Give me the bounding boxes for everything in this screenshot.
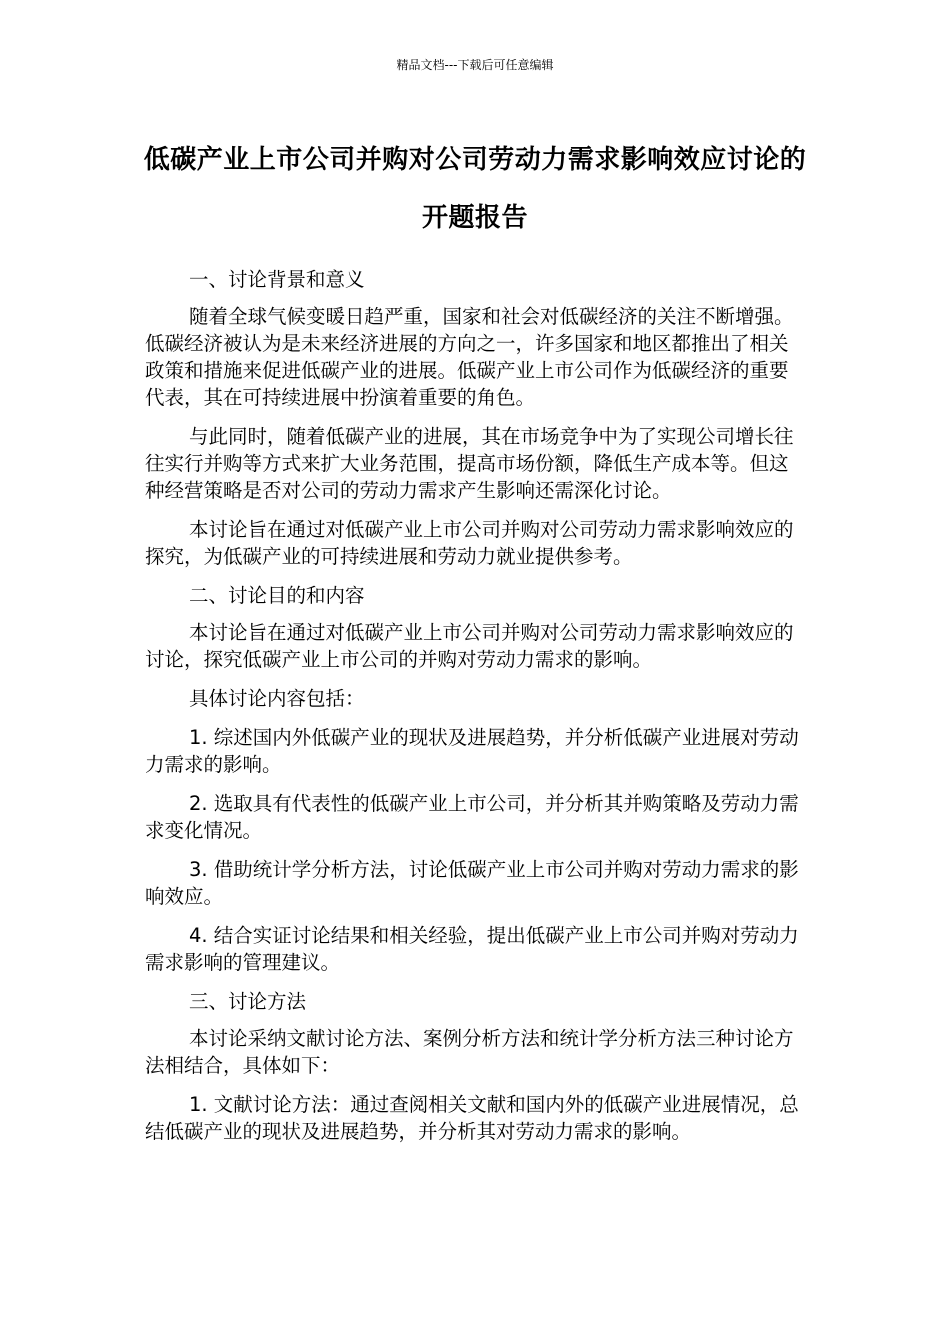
section-heading: 二、讨论目的和内容 (189, 584, 365, 607)
paragraph: 本讨论旨在通过对低碳产业上市公司并购对公司劳动力需求影响效应的讨论，探究低碳产业上市公司的并购对劳动力需求的影响。 (145, 621, 794, 671)
paragraph: 具体讨论内容包括： (189, 687, 365, 710)
paragraph: 与此同时，随着低碳产业的进展，其在市场竞争中为了实现公司增长往往实行并购等方式来扩大业务范围，提高市场份额，降低生产成本等。但这种经营策略是否对公司的劳动力需求产生影响还需深化讨论。 (145, 425, 794, 502)
section-heading: 一、讨论背景和意义 (189, 268, 365, 291)
list-item: 2. 选取具有代表性的低碳产业上市公司，并分析其并购策略及劳动力需求变化情况。 (145, 792, 799, 842)
list-item: 4. 结合实证讨论结果和相关经验，提出低碳产业上市公司并购对劳动力需求影响的管理建议。 (145, 924, 799, 974)
list-item: 1. 综述国内外低碳产业的现状及进展趋势，并分析低碳产业进展对劳动力需求的影响。 (145, 726, 799, 776)
paragraph: 本讨论旨在通过对低碳产业上市公司并购对公司劳动力需求影响效应的探究，为低碳产业的可持续进展和劳动力就业提供参考。 (145, 518, 794, 568)
section-heading: 三、讨论方法 (189, 990, 307, 1013)
list-item: 3. 借助统计学分析方法，讨论低碳产业上市公司并购对劳动力需求的影响效应。 (145, 858, 799, 908)
list-item: 1. 文献讨论方法：通过查阅相关文献和国内外的低碳产业进展情况，总结低碳产业的现状及进展趋势，并分析其对劳动力需求的影响。 (145, 1093, 799, 1143)
document-title: 低碳产业上市公司并购对公司劳动力需求影响效应讨论的开题报告 (143, 145, 807, 233)
page-header: 精品文档---下载后可任意编辑 (396, 58, 554, 72)
paragraph: 本讨论采纳文献讨论方法、案例分析方法和统计学分析方法三种讨论方法相结合，具体如下： (145, 1027, 794, 1077)
paragraph: 随着全球气候变暖日趋严重，国家和社会对低碳经济的关注不断增强。低碳经济被认为是未来经济进展的方向之一，许多国家和地区都推出了相关政策和措施来促进低碳产业的进展。低碳产业上市公司作为低碳经济的重要代表，其在可持续进展中扮演着重要的角色。 (145, 305, 794, 409)
document-body (145, 266, 805, 1157)
